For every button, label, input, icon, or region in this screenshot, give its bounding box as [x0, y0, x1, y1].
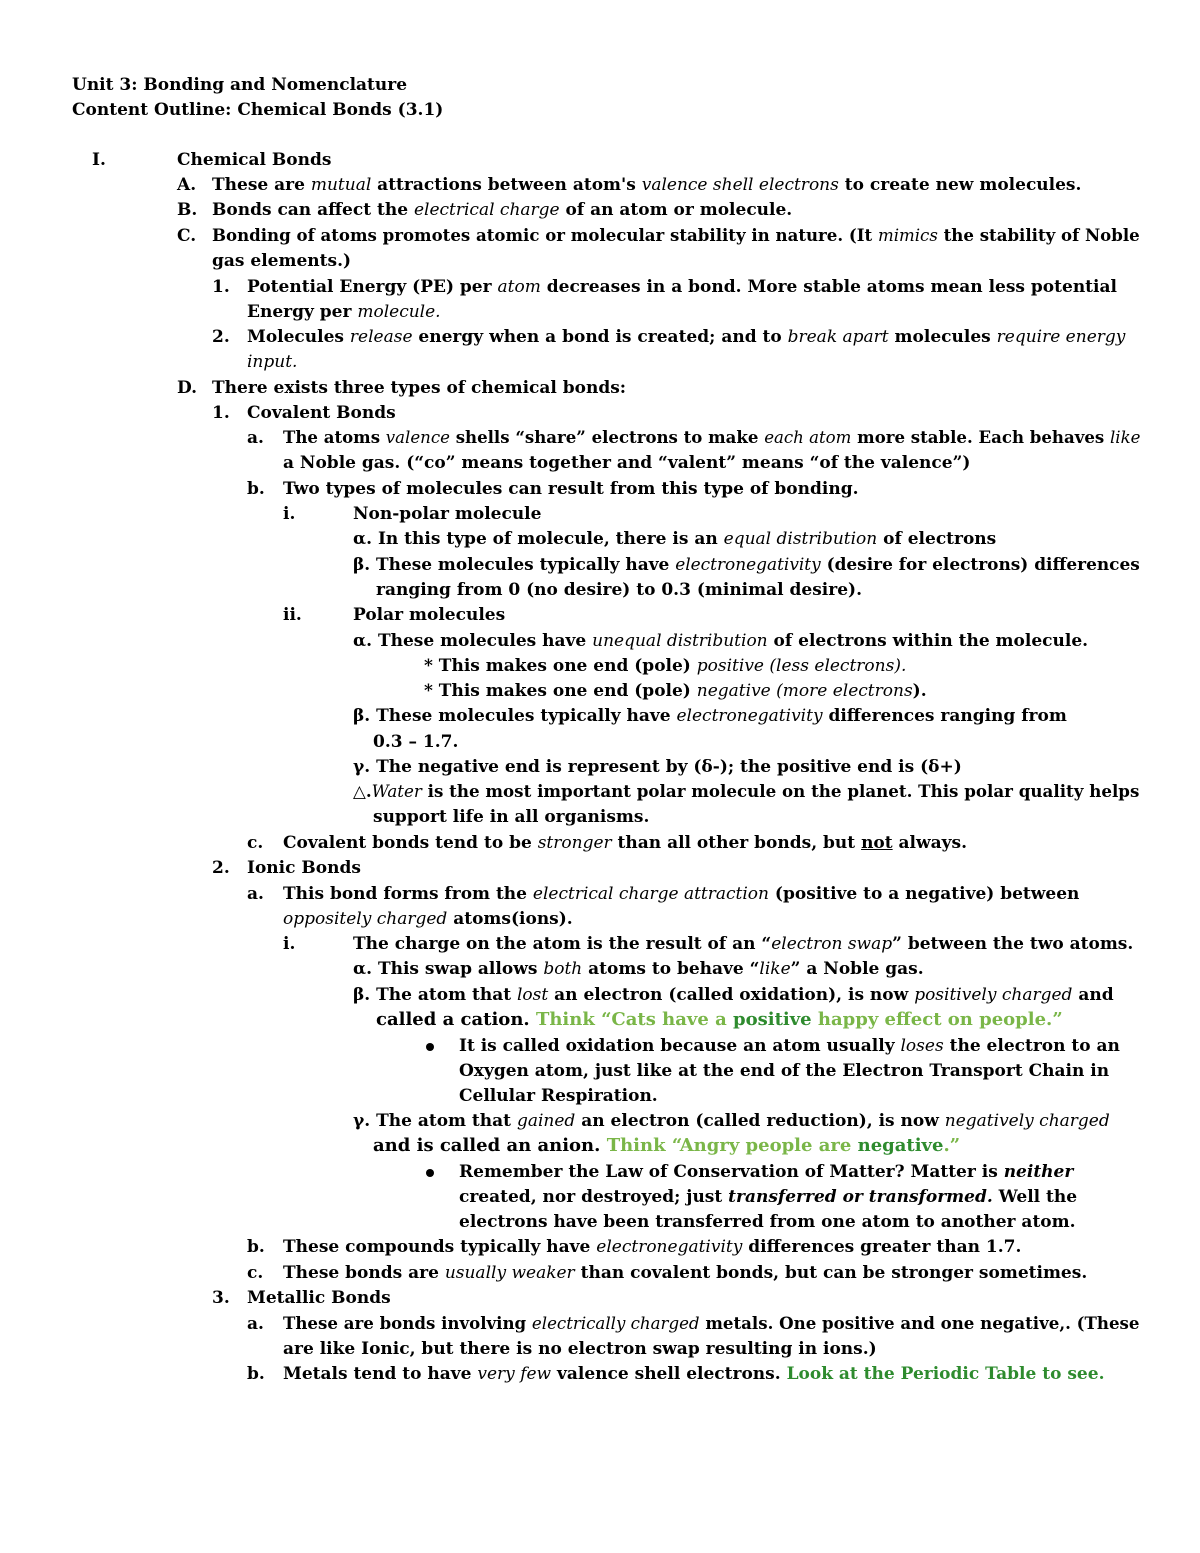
item-D1b: Two types of molecules can result from this type of bonding. — [283, 479, 859, 499]
item-C-continued: gas elements.) — [212, 251, 352, 271]
item-D3a-continued: are like Ionic, but there is no electron swap resulting in ions.) — [283, 1339, 877, 1359]
item-D2a-continued: oppositely charged atoms(ions). — [283, 909, 573, 929]
nonpolar-beta-continued: ranging from 0 (no desire) to 0.3 (minimal desire). — [376, 580, 862, 600]
marker-B: B. — [177, 200, 198, 220]
heading-ionic-bonds: Ionic Bonds — [247, 858, 361, 878]
nonpolar-alpha: α. In this type of molecule, there is an equal distribution of electrons — [353, 529, 997, 549]
ionic-beta: β. The atom that lost an electron (called oxidation), is now positively charged and — [353, 985, 1114, 1005]
polar-star-positive: * This makes one end (pole) positive (less electrons). — [424, 656, 907, 676]
marker-D1c: c. — [247, 833, 264, 853]
polar-delta: △.Water is the most important polar molecule on the planet. This polar quality helps — [353, 782, 1140, 802]
bullet-icon — [426, 1043, 434, 1051]
marker-D1: 1. — [212, 403, 230, 423]
marker-roman-I: I. — [92, 150, 106, 170]
polar-beta: β. These molecules typically have electronegativity differences ranging from — [353, 706, 1067, 726]
oxidation-note-continued-1: Oxygen atom, just like at the end of the Electron Transport Chain in — [459, 1061, 1110, 1081]
item-D2a: This bond forms from the electrical charge attraction (positive to a negative) between — [283, 884, 1080, 904]
heading-polar: Polar molecules — [353, 605, 506, 625]
item-D: There exists three types of chemical bonds: — [212, 378, 627, 398]
oxidation-note-continued-2: Cellular Respiration. — [459, 1086, 658, 1106]
item-D3b: Metals tend to have very few valence shell electrons. Look at the Periodic Table to see. — [283, 1364, 1105, 1384]
marker-D: D. — [177, 378, 198, 398]
item-D3a: These are bonds involving electrically charged metals. One positive and one negative,. (These — [283, 1314, 1140, 1334]
section-chemical-bonds: Chemical Bonds — [177, 150, 332, 170]
ionic-beta-continued: called a cation. Think “Cats have a positive happy effect on people.” — [376, 1009, 1063, 1030]
marker-D3: 3. — [212, 1288, 230, 1308]
item-C1-continued: Energy per molecule. — [247, 302, 441, 322]
outline-title: Content Outline: Chemical Bonds (3.1) — [72, 100, 444, 120]
item-A: These are mutual attractions between atom's valence shell electrons to create new molecules. — [212, 175, 1082, 195]
item-C2-continued: input. — [247, 352, 298, 372]
conservation-note: Remember the Law of Conservation of Matter? Matter is neither — [459, 1162, 1074, 1182]
marker-D2c: c. — [247, 1263, 264, 1283]
item-B: Bonds can affect the electrical charge of an atom or molecule. — [212, 200, 793, 220]
marker-D1b-ii: ii. — [283, 605, 302, 625]
marker-D2a: a. — [247, 884, 264, 904]
marker-A: A. — [177, 175, 197, 195]
polar-delta-continued: support life in all organisms. — [373, 807, 650, 827]
heading-non-polar: Non-polar molecule — [353, 504, 542, 524]
ionic-gamma-continued: and is called an anion. Think “Angry people are negative.” — [373, 1135, 961, 1156]
marker-C1: 1. — [212, 277, 230, 297]
marker-D3b: b. — [247, 1364, 265, 1384]
item-C2: Molecules release energy when a bond is created; and to break apart molecules require energy — [247, 327, 1126, 347]
oxidation-note: It is called oxidation because an atom usually loses the electron to an — [459, 1036, 1120, 1056]
polar-alpha: α. These molecules have unequal distribution of electrons within the molecule. — [353, 631, 1089, 651]
marker-D2a-i: i. — [283, 934, 296, 954]
marker-D1b-i: i. — [283, 504, 296, 524]
item-D1a: The atoms valence shells “share” electrons to make each atom more stable. Each behaves like — [283, 428, 1141, 448]
item-D1a-continued: a Noble gas. (“co” means together and “valent” means “of the valence”) — [283, 453, 971, 473]
item-D2a-i: The charge on the atom is the result of an “electron swap” between the two atoms. — [353, 934, 1134, 954]
marker-D1a: a. — [247, 428, 264, 448]
heading-covalent-bonds: Covalent Bonds — [247, 403, 396, 423]
unit-title: Unit 3: Bonding and Nomenclature — [72, 75, 408, 95]
ionic-alpha: α. This swap allows both atoms to behave “like” a Noble gas. — [353, 959, 924, 979]
polar-star-negative: * This makes one end (pole) negative (more electrons). — [424, 681, 927, 701]
marker-C: C. — [177, 226, 197, 246]
marker-D2: 2. — [212, 858, 230, 878]
heading-metallic-bonds: Metallic Bonds — [247, 1288, 391, 1308]
item-D2b: These compounds typically have electronegativity differences greater than 1.7. — [283, 1237, 1022, 1257]
item-C: Bonding of atoms promotes atomic or molecular stability in nature. (It mimics the stability of Noble — [212, 226, 1140, 246]
conservation-note-continued-1: created, nor destroyed; just transferred or transformed. Well the — [459, 1187, 1078, 1207]
conservation-note-continued-2: electrons have been transferred from one atom to another atom. — [459, 1212, 1076, 1232]
item-D1c: Covalent bonds tend to be stronger than all other bonds, but not always. — [283, 833, 968, 853]
polar-beta-continued: 0.3 – 1.7. — [373, 732, 459, 752]
item-C1: Potential Energy (PE) per atom decreases in a bond. More stable atoms mean less potential — [247, 277, 1117, 297]
item-D2c: These bonds are usually weaker than covalent bonds, but can be stronger sometimes. — [283, 1263, 1088, 1283]
ionic-gamma: γ. The atom that gained an electron (called reduction), is now negatively charged — [353, 1111, 1110, 1131]
marker-D2b: b. — [247, 1237, 265, 1257]
polar-gamma: γ. The negative end is represent by (δ-); the positive end is (δ+) — [353, 757, 962, 777]
marker-C2: 2. — [212, 327, 230, 347]
nonpolar-beta: β. These molecules typically have electronegativity (desire for electrons) differences — [353, 555, 1140, 575]
bullet-icon — [426, 1169, 434, 1177]
marker-D1b: b. — [247, 479, 265, 499]
marker-D3a: a. — [247, 1314, 264, 1334]
